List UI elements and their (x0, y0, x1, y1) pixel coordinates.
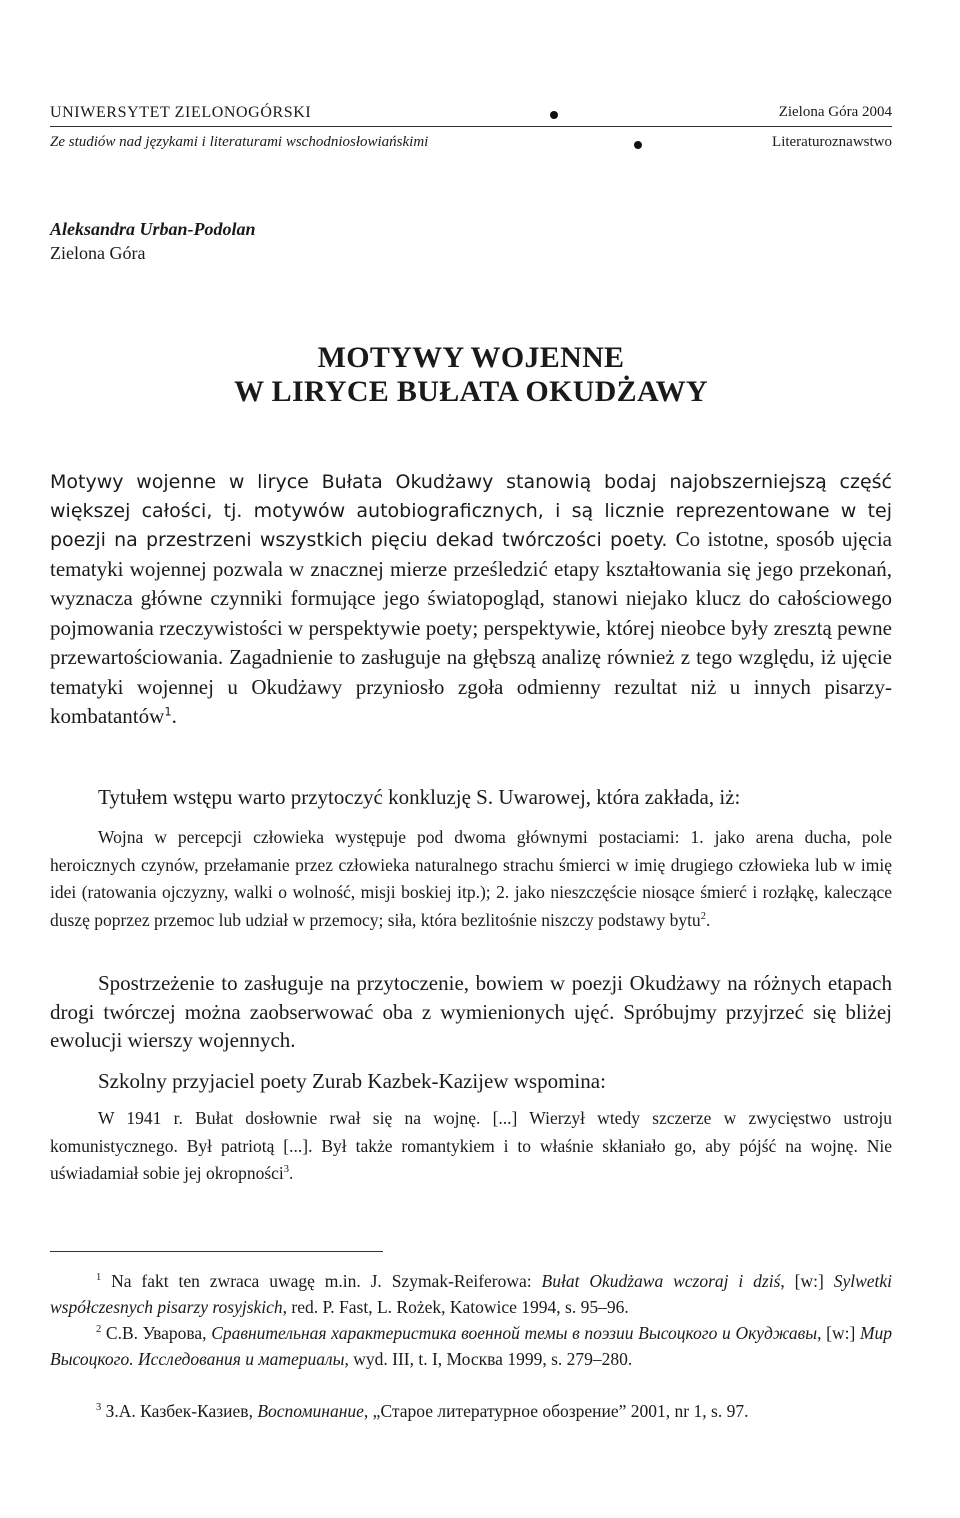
bullet-separator (634, 141, 642, 149)
body-text: Co istotne, sposób ujęcia tematyki wojennej pozwala w znacznej mierze prześledzić etapy kształtowania się jego przekonań, wyznacza główne czynniki formujące jego światopogląd, stanowi niejako klucz do całościowego pojmowania rzeczywistości w perspektywie poety; perspektywie, której nieobce były zresztą pewne przewartościowania. Zagadnienie to zasługuje na głębszą analizę również z tego względu, iż ujęcie tematyki wojennej u Okudżawy przyniosło zgoła odmienny rezultat niż u innych pisarzy-kombatantów (50, 527, 892, 728)
block-quote-1 (50, 824, 892, 934)
footnote-text: , [w:] (780, 1271, 834, 1291)
author-affiliation: Zielona Góra (50, 243, 146, 263)
quote-text: W 1941 r. Bułat dosłownie rwał się na wojnę. [...] Wierzył wtedy szczerze w zwycięstwo ustroju komunistycznego. Był patriotą [...]. Był także romantykiem i to właśnie skłaniało go, aby pójść na wojnę. Nie uświadamiał sobie jej okropności (50, 1108, 892, 1183)
body-paragraph-4: Szkolny przyjaciel poety Zurab Kazbek-Kazijew wspomina: (98, 1069, 606, 1093)
quote-text: . (705, 909, 711, 930)
footnote-title: Sylwetki współczesnych pisarzy rosyjskich (50, 1271, 893, 1317)
footnote-rule (50, 1251, 383, 1252)
series-title: Ze studiów nad językami i literaturami wschodniosłowiańskimi (50, 134, 429, 150)
place-year: Zielona Góra 2004 (778, 104, 892, 120)
footnote-ref: 3 (283, 1164, 290, 1176)
article-title-line-1: MOTYWY WOJENNE (317, 341, 625, 374)
footnote-text: З.А. Казбек-Казиев, (105, 1401, 258, 1421)
header-rule (50, 126, 892, 127)
footnote-ref: 1 (164, 704, 172, 719)
footnote-text: , [w:] (817, 1323, 860, 1343)
footnote-number: 2 (96, 1324, 102, 1336)
bullet-separator (550, 111, 558, 119)
footnote-1 (50, 1268, 892, 1320)
block-quote-2 (50, 1105, 892, 1188)
footnote-2 (50, 1320, 892, 1372)
footnote-number: 1 (96, 1272, 102, 1284)
footnote-title: Bułat Okudżawa wczoraj i dziś (541, 1271, 781, 1291)
footnote-text: , wyd. III, t. I, Москва 1999, s. 279–280. (344, 1349, 633, 1369)
running-header-top (50, 104, 892, 126)
footnote-3 (50, 1398, 892, 1424)
footnote-title: Мир Высоцкого. Исследования и материалы (50, 1323, 893, 1369)
article-title-line-2: W LIRYCE BUŁATA OKUDŻAWY (234, 375, 708, 408)
body-paragraph-2: Tytułem wstępu warto przytoczyć konkluzję S. Uwarowej, która zakłada, iż: (98, 785, 741, 809)
footnote-number: 3 (96, 1402, 102, 1414)
quote-text: Wojna w percepcji człowieka występuje pod dwoma głównymi postaciami: 1. jako arena ducha, pole heroicznych czynów, przełamanie przez człowieka naturalnego strachu śmierci w imię drugiego człowieka lub w imię idei (ratowania ojczyzny, walki o wolność, misji boskiej itp.); 2. jako nieszczęście niosące śmierć i rozłąkę, kaleczące duszę poprzez przemoc lub udział w przemocy; siła, która bezlitośnie niszczy podstawy bytu (50, 827, 892, 930)
footnote-text: , red. P. Fast, L. Rożek, Katowice 1994, s. 95–96. (282, 1297, 629, 1317)
footnote-title: Воспоминание (257, 1401, 364, 1421)
running-header-bottom (50, 134, 892, 156)
footnote-text: С.В. Уварова, (105, 1323, 212, 1343)
body-paragraph-1 (50, 468, 892, 732)
footnote-text: Na fakt ten zwraca uwagę m.in. J. Szymak-Reiferowa: (111, 1271, 542, 1291)
university-name: UNIWERSYTET ZIELONOGÓRSKI (50, 104, 312, 121)
footnote-text: , „Старое литературное обозрение” 2001, nr 1, s. 97. (363, 1401, 749, 1421)
footnote-title: Сравнительная характеристика военной темы в поэзии Высоцкого и Окуджавы (211, 1323, 818, 1343)
body-paragraph-3: Spostrzeżenie to zasługuje na przytoczenie, bowiem w poezji Okudżawy na różnych etapach drogi twórczej można zaobserwować oba z wymienionych ujęć. Spróbujmy przyjrzeć się bliżej ewolucji wierszy wojennych. (50, 971, 892, 1052)
footnote-ref: 2 (700, 910, 706, 922)
quote-text: . (289, 1163, 294, 1183)
body-text: Motywy wojenne w liryce Bułata Okudżawy stanowią bodaj najobszerniejszą część większej całości, tj. motywów autobiograficznych, i są licznie reprezentowane w tej poezji na przestrzeni wszystkich pięciu dekad twórczości poety. (50, 471, 892, 551)
section-name: Literaturoznawstwo (772, 134, 892, 150)
body-text: . (171, 704, 177, 728)
author-name: Aleksandra Urban-Podolan (50, 219, 256, 239)
